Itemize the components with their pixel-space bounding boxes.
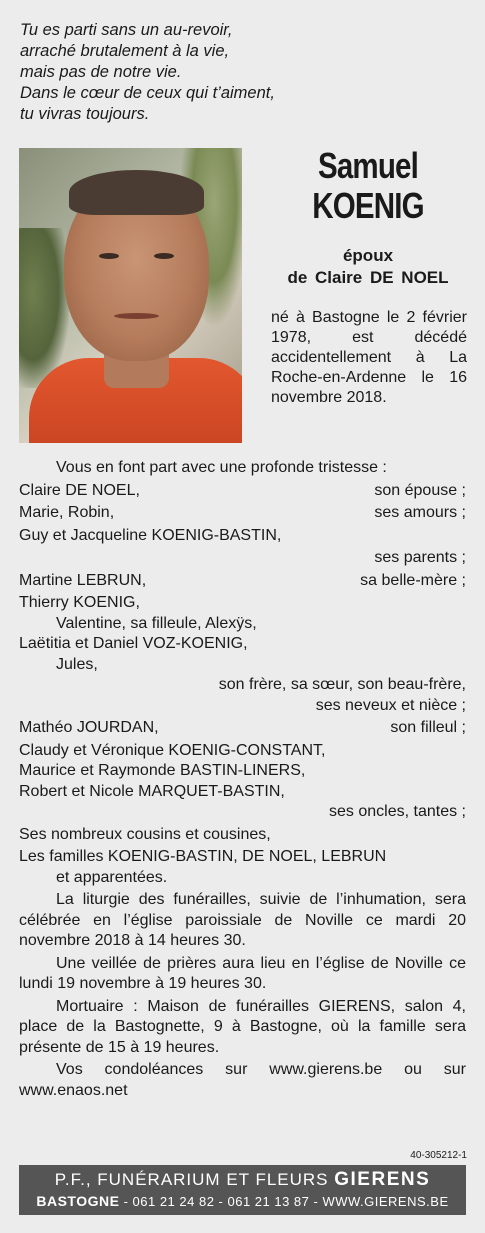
funeral-home-phones: - 061 21 24 82 - 061 21 13 87 - WWW.GIERENS.BE — [119, 1194, 449, 1209]
family-row — [19, 526, 466, 547]
funeral-home-city: BASTOGNE — [36, 1193, 120, 1209]
sibling-line: Jules, — [56, 655, 98, 673]
families-line: et apparentées. — [56, 868, 168, 886]
family-relation: ses parents ; — [374, 549, 466, 566]
family-relation: son filleul ; — [390, 719, 466, 736]
poem — [20, 20, 460, 125]
family-name: Guy et Jacqueline KOENIG-BASTIN, — [19, 526, 282, 544]
mortuary-paragraph: Mortuaire : Maison de funérailles GIERENS, salon 4, place de la Bastognette, 9 à Bastogne, où la famille sera présente de 15 à 19 heures. — [19, 997, 466, 1056]
family-name: Mathéo JOURDAN, — [19, 719, 159, 736]
last-name: KOENIG — [312, 185, 424, 226]
funeral-home-banner — [19, 1165, 466, 1215]
family-row — [19, 503, 466, 524]
photo-hair — [69, 170, 204, 215]
family-relation: sa belle-mère ; — [360, 571, 466, 589]
poem-line: Tu es parti sans un au-revoir, — [20, 21, 233, 39]
uncle-line: Maurice et Raymonde BASTIN-LINERS, — [19, 762, 306, 779]
funeral-home-prefix: P.F., FUNÉRARIUM ET FLEURS — [54, 1170, 335, 1189]
funeral-home-brand: GIERENS — [334, 1169, 431, 1190]
spouse-label: époux — [342, 246, 394, 265]
poem-line: tu vivras toujours. — [20, 105, 150, 123]
vigil-paragraph: Une veillée de prières aura lieu en l’église de Noville ce lundi 19 novembre à 19 heures 30. — [19, 954, 466, 992]
photo-mouth — [114, 313, 159, 319]
cousins-line: Ses nombreux cousins et cousines, — [19, 825, 271, 843]
intro-text: Vous en font part avec une profonde tristesse : — [56, 459, 387, 476]
first-name: Samuel — [317, 145, 419, 186]
deceased-name — [268, 146, 468, 226]
family-name: Marie, Robin, — [19, 504, 115, 521]
family-row — [19, 481, 466, 502]
families-line: Les familles KOENIG-BASTIN, DE NOEL, LEBRUN — [19, 848, 387, 865]
family-name: Claire DE NOEL, — [19, 481, 140, 499]
family-relation: son épouse ; — [374, 481, 466, 499]
uncle-line: Robert et Nicole MARQUET-BASTIN, — [19, 782, 285, 800]
portrait-photo — [19, 148, 242, 443]
family-row — [19, 571, 466, 592]
spouse-block — [268, 245, 468, 289]
funeral-home-contact — [19, 1192, 466, 1211]
photo-eye — [154, 253, 174, 259]
announcement-body — [19, 458, 466, 1101]
family-name: Martine LEBRUN, — [19, 571, 147, 589]
poem-line: mais pas de notre vie. — [20, 63, 182, 81]
funeral-home-name — [19, 1165, 466, 1192]
sibling-line: Valentine, sa filleule, Alexÿs, — [56, 614, 257, 632]
spouse-name: de Claire DE NOEL — [287, 268, 449, 287]
poem-line: Dans le cœur de ceux qui t’aiment, — [20, 84, 275, 102]
funeral-paragraph: La liturgie des funérailles, suivie de l’inhumation, sera célébrée en l’église paroissiale de Noville ce mardi 20 novembre 2018 à 14 heures 30. — [19, 891, 466, 949]
birth-death-text: né à Bastogne le 2 février 1978, est décédé accidentellement à La Roche-en-Ardenne le 16 novembre 2018. — [271, 309, 467, 406]
sibling-line: Thierry KOENIG, — [19, 594, 140, 611]
uncles-relation: ses oncles, tantes ; — [329, 803, 466, 820]
uncle-line: Claudy et Véronique KOENIG-CONSTANT, — [19, 741, 326, 759]
sibling-line: Laëtitia et Daniel VOZ-KOENIG, — [19, 635, 248, 652]
photo-eye — [99, 253, 119, 259]
condolences-paragraph: Vos condoléances sur www.gierens.be ou sur www.enaos.net — [19, 1061, 466, 1099]
siblings-relation: ses neveux et nièce ; — [315, 696, 466, 714]
poem-line: arraché brutalement à la vie, — [20, 42, 230, 60]
siblings-relation: son frère, sa sœur, son beau-frère, — [218, 676, 466, 693]
family-row — [19, 718, 466, 739]
reference-number: 40-305212-1 — [410, 1150, 467, 1161]
family-row — [19, 548, 466, 569]
family-relation: ses amours ; — [374, 504, 466, 521]
